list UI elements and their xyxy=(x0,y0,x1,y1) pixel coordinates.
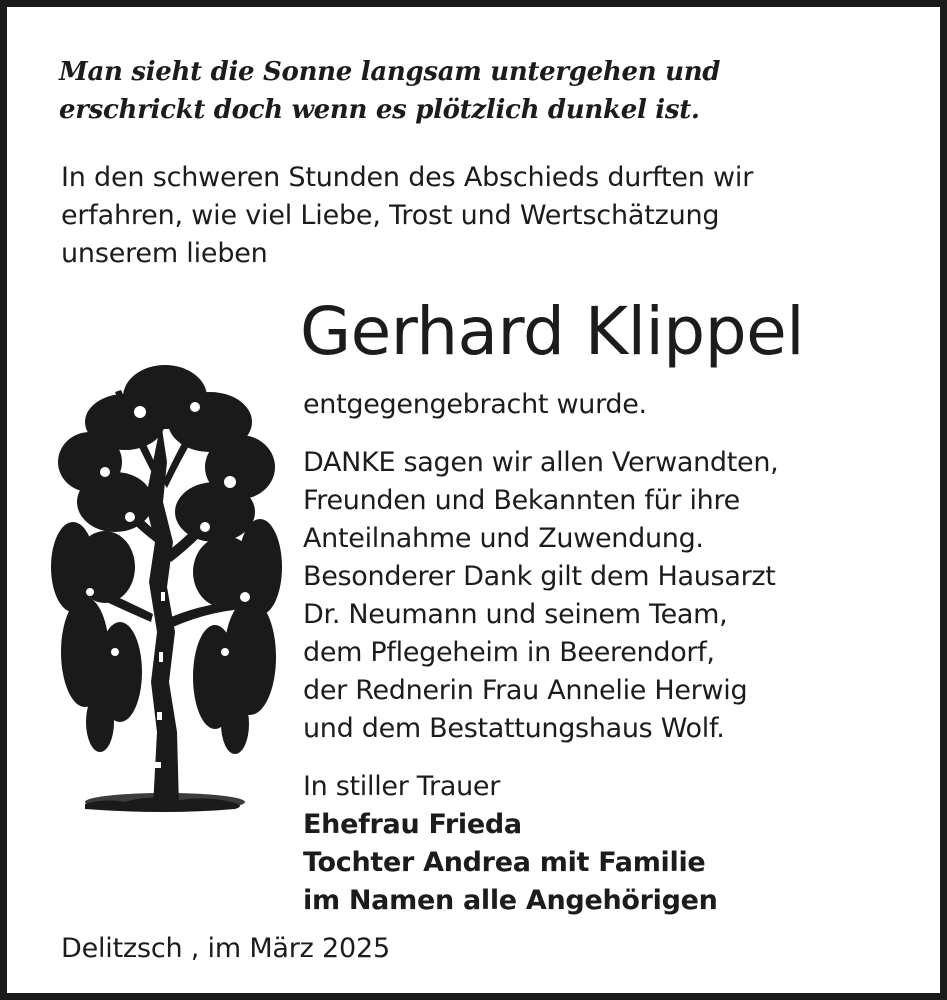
mourner-name: Tochter Andrea mit Familie xyxy=(303,847,706,878)
thanks-line: und dem Bestattungshaus Wolf. xyxy=(303,713,725,744)
place-date: Delitzsch , im März 2025 xyxy=(61,933,390,964)
intro-line-3: unserem lieben xyxy=(61,238,268,269)
thanks-line: Dr. Neumann und seinem Team, xyxy=(303,599,728,630)
thanks-line: DANKE sagen wir allen Verwandten, xyxy=(303,447,779,478)
thanks-line: Freunden und Bekannten für ihre xyxy=(303,485,740,516)
mourner-name: im Namen alle Angehörigen xyxy=(303,885,718,916)
thanks-block xyxy=(303,386,923,920)
thanks-line: Besonderer Dank gilt dem Hausarzt xyxy=(303,561,776,592)
mourning-intro: In stiller Trauer xyxy=(303,771,501,802)
motto-quote xyxy=(59,53,919,129)
intro-line-2: erfahren, wie viel Liebe, Trost und Wertschätzung xyxy=(61,200,720,231)
after-name-text: entgegengebracht wurde. xyxy=(303,389,647,420)
deceased-name: Gerhard Klippel xyxy=(300,293,805,370)
birch-tree-icon xyxy=(45,352,285,827)
intro-text xyxy=(61,159,921,273)
intro-line-1: In den schweren Stunden des Abschieds durften wir xyxy=(61,162,754,193)
motto-line-2: erschrickt doch wenn es plötzlich dunkel ist. xyxy=(59,95,700,125)
mourner-name: Ehefrau Frieda xyxy=(303,809,522,840)
thanks-line: der Rednerin Frau Annelie Herwig xyxy=(303,675,748,706)
motto-line-1: Man sieht die Sonne langsam untergehen und xyxy=(59,57,721,87)
thanks-line: Anteilnahme und Zuwendung. xyxy=(303,523,704,554)
thanks-line: dem Pflegeheim in Beerendorf, xyxy=(303,637,715,668)
